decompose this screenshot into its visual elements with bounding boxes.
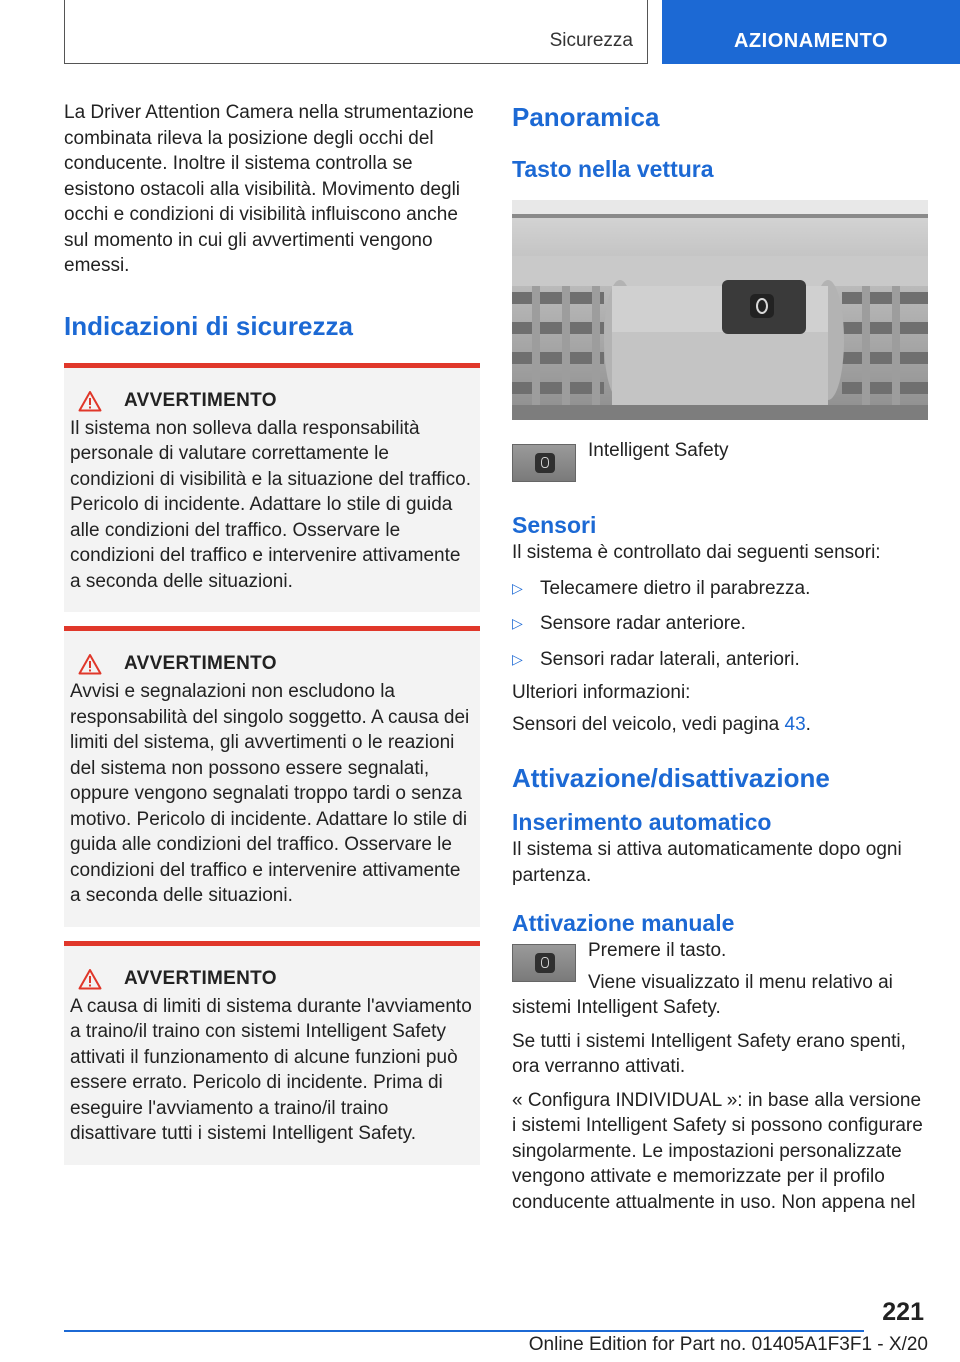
footer-rule bbox=[64, 1330, 864, 1332]
intelligent-safety-button-icon bbox=[512, 444, 576, 482]
intelligent-safety-button-icon bbox=[512, 944, 576, 982]
warning-box-3 bbox=[64, 941, 480, 1165]
more-info: Ulteriori informazioni: bbox=[512, 682, 691, 703]
safety-heading: Indicazioni di sicurezza bbox=[64, 310, 353, 341]
manual-block bbox=[512, 938, 928, 1021]
header-chapter-label: AZIONAMENTO bbox=[733, 30, 888, 52]
manual-config: « Configura INDIVIDUAL »: in base alla versione i sistemi Intelligent Safety si possono configurare singolarmente. Le impostazioni personalizzate vengono attivate e memorizzate per il profilo conducente attualmente in uso. Non appena nel bbox=[512, 1089, 923, 1213]
warning-triangle-icon bbox=[78, 653, 102, 675]
overview-heading: Panoramica bbox=[512, 102, 660, 132]
button-caption: Intelligent Safety bbox=[588, 440, 729, 461]
manual-heading: Attivazione manuale bbox=[512, 910, 735, 936]
right-column bbox=[512, 100, 928, 1215]
warning-title: AVVERTIMENTO bbox=[124, 653, 277, 674]
left-column bbox=[64, 100, 480, 1165]
warning-text: Avvisi e segnalazioni non escludono la responsabilità del singolo soggetto. A causa dei limiti del sistema, gli avvertimenti o le reazioni del sistema non possono essere segnalati, oppure vengono segnalati troppo tardi o senza motivo. Pericolo di incidente. Adattare lo stile di guida alle condizioni del traffico. Osservare le condizioni del traffico e intervenire attivamente a seconda delle situazioni. bbox=[70, 681, 470, 906]
bullet-triangle-icon: ▷ bbox=[512, 615, 523, 631]
intro-paragraph: La Driver Attention Camera nella strumentazione combinata rileva la posizione degli occhi del conducente. Inoltre il sistema controlla se esistono ostacoli alla visibilità. Movimento degli occhi e condizioni di visibilità influiscono anche sul momento in cui gli avvertimenti vengono emessi. bbox=[64, 102, 474, 276]
sensors-reference: Sensori del veicolo, vedi pagina 43. bbox=[512, 713, 811, 735]
warning-triangle-icon bbox=[78, 390, 102, 412]
auto-heading: Inserimento automatico bbox=[512, 809, 772, 835]
auto-text: Il sistema si attiva automaticamente dopo ogni partenza. bbox=[512, 839, 902, 886]
page-link[interactable]: 43 bbox=[784, 713, 806, 735]
manual-menu: Viene visualizzato il menu relativo ai sistemi Intelligent Safety. bbox=[512, 971, 893, 1018]
warning-triangle-icon bbox=[78, 968, 102, 990]
dashboard-button-illustration bbox=[512, 200, 928, 420]
warning-title: AVVERTIMENTO bbox=[124, 967, 277, 989]
sensors-intro: Il sistema è controllato dai seguenti sensori: bbox=[512, 542, 881, 563]
manual-press: Premere il tasto. bbox=[588, 940, 727, 961]
activation-heading: Attivazione/disattivazione bbox=[512, 763, 830, 793]
sensors-heading: Sensori bbox=[512, 512, 597, 538]
warning-title: AVVERTIMENTO bbox=[124, 389, 277, 411]
list-item: ▷ Telecamere dietro il parabrezza. bbox=[512, 576, 928, 602]
warning-text: A causa di limiti di sistema durante l'avviamento a traino/il traino con sistemi Intelligent Safety attivati il funzionamento di alcune funzioni può essere errato. Pericolo di incidente. Prima di eseguire l'avviamento a traino/il traino disattivare tutti i sistemi Intelligent Safety. bbox=[70, 995, 472, 1144]
manual-off: Se tutti i sistemi Intelligent Safety erano spenti, ora verranno attivati. bbox=[512, 1030, 906, 1077]
header-chapter-tab bbox=[662, 0, 960, 64]
header-section-tab bbox=[64, 0, 648, 64]
list-item: ▷ Sensori radar laterali, anteriori. bbox=[512, 647, 928, 673]
list-item: ▷ Sensore radar anteriore. bbox=[512, 611, 928, 637]
bullet-triangle-icon: ▷ bbox=[512, 579, 523, 596]
bullet-triangle-icon: ▷ bbox=[512, 650, 523, 667]
button-legend bbox=[512, 438, 928, 482]
button-heading: Tasto nella vettura bbox=[512, 156, 714, 182]
header-section-label: Sicurezza bbox=[549, 30, 633, 51]
warning-box-2 bbox=[64, 626, 480, 927]
warning-box-1 bbox=[64, 363, 480, 613]
warning-text: Il sistema non solleva dalla responsabilità personale di valutare correttamente le condizioni di visibilità e la situazione del traffico. Pericolo di incidente. Adattare lo stile di guida alle condizioni del traffico. Osservare le condizioni del traffico e intervenire attivamente a seconda delle situazioni. bbox=[70, 417, 471, 592]
page-number: 221 bbox=[882, 1298, 924, 1326]
footer-edition: Online Edition for Part no. 01405A1F3F1 - X/20 bbox=[528, 1334, 928, 1355]
